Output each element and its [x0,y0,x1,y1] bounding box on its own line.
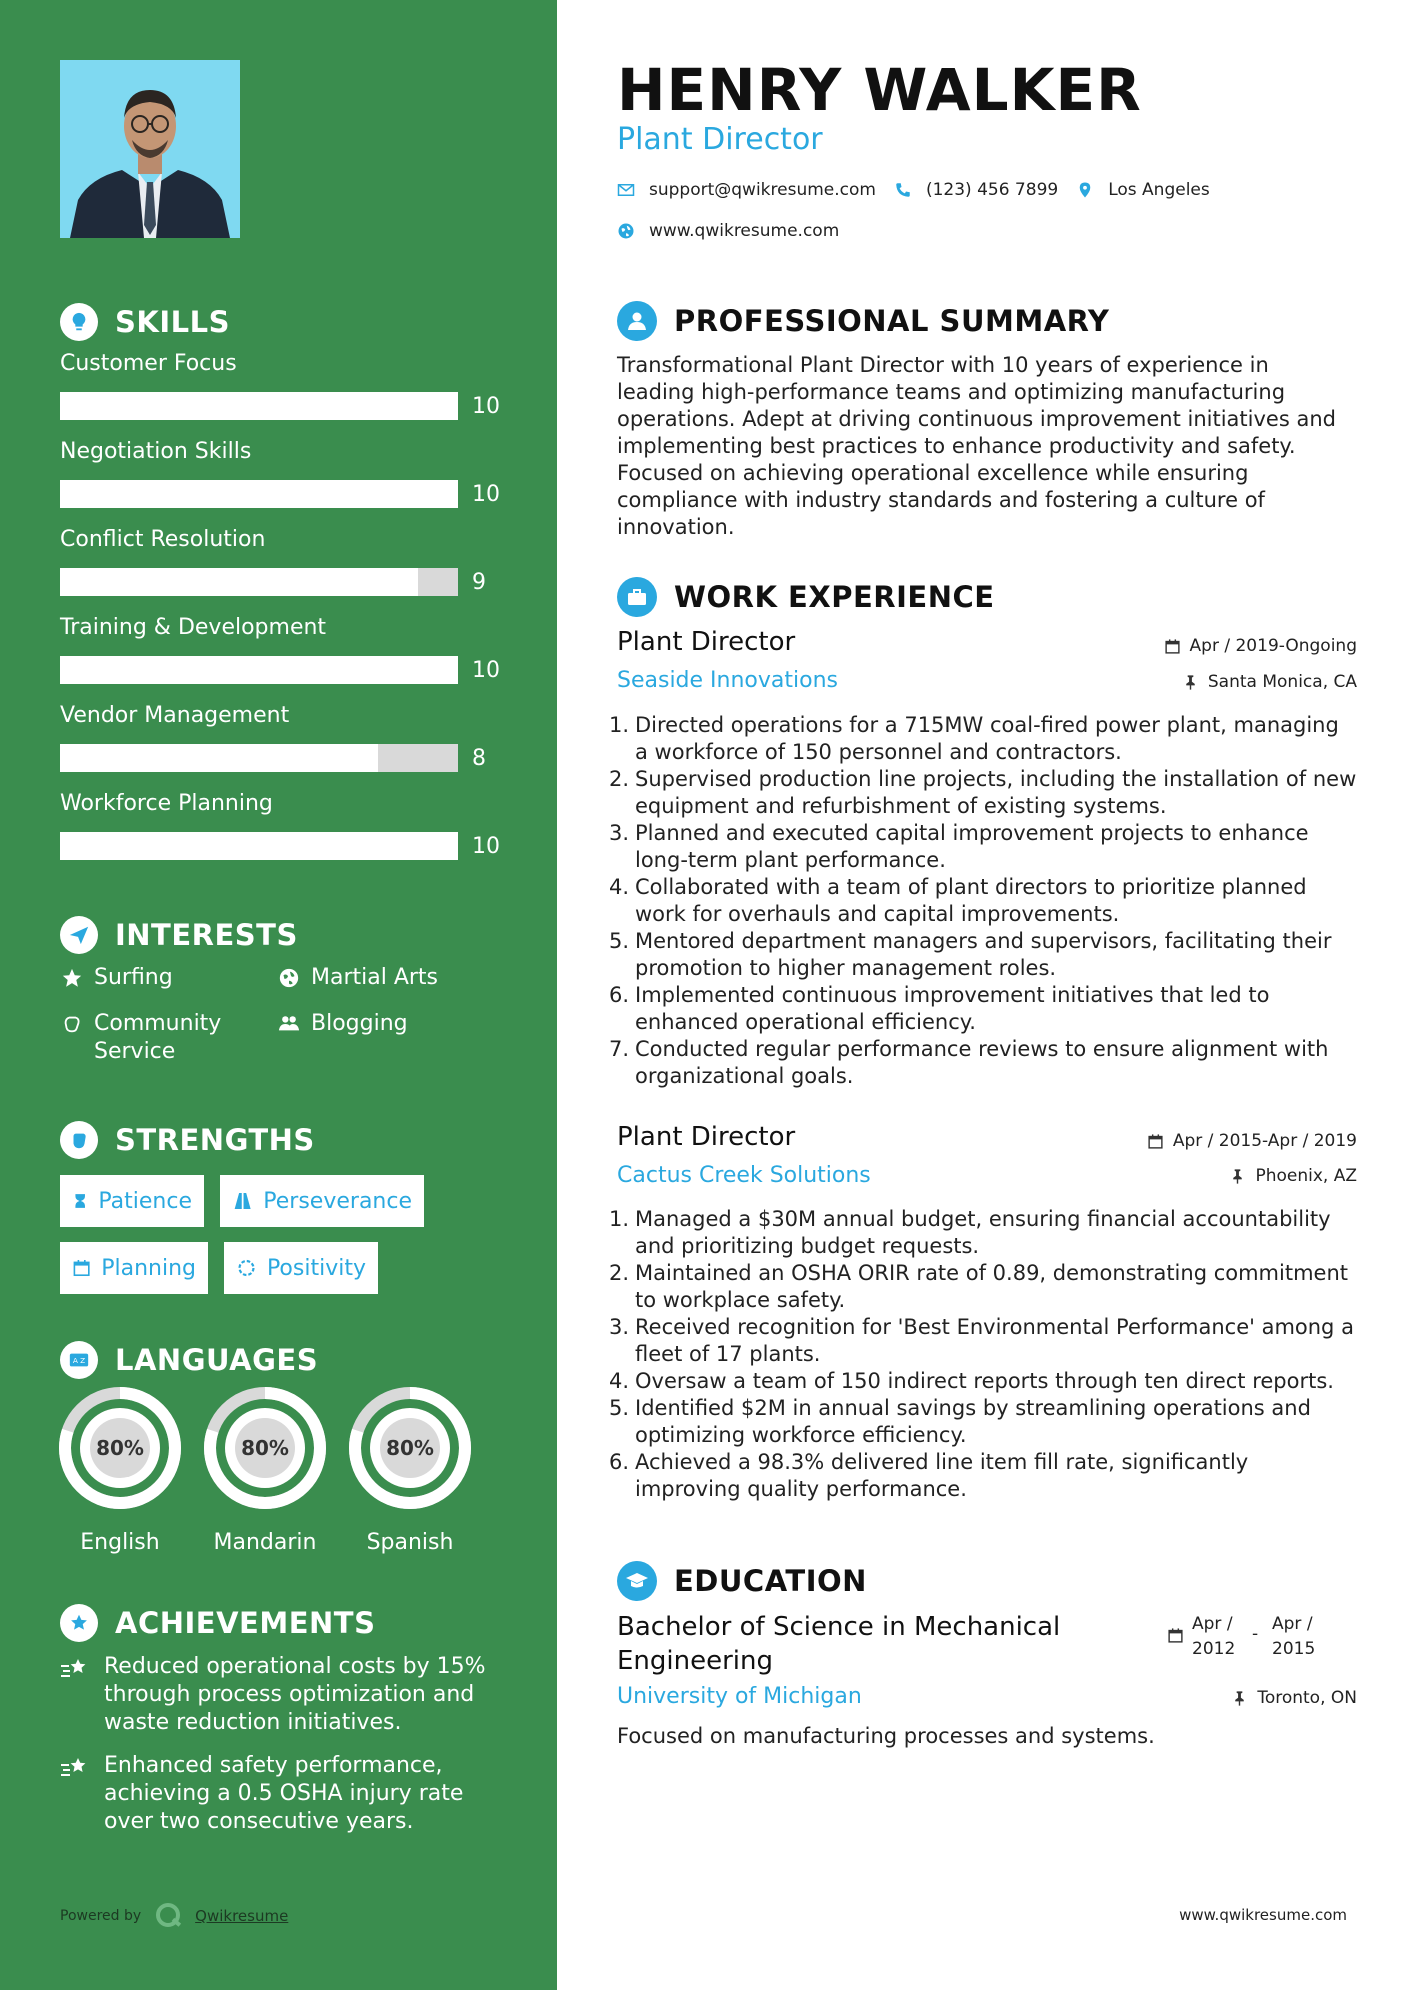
star-icon [60,964,84,992]
road-icon [232,1190,253,1212]
skill-value: 10 [472,834,500,859]
job-location [1182,672,1357,692]
language-name: English [80,1530,160,1555]
job-title: Plant Director [617,1122,796,1152]
skill-bar [60,744,458,772]
profile-photo [60,60,240,238]
skill-bar [60,832,458,860]
skills-header [60,302,230,342]
language-percent: 80% [96,1436,144,1460]
interest-label: Blogging [311,1011,408,1036]
strength-label: Positivity [266,1255,366,1281]
job-dates [1147,1131,1357,1151]
skill-bar [60,392,458,420]
education-title: EDUCATION [674,1564,867,1598]
interest-label: Martial Arts [311,965,439,990]
skills-title: SKILLS [115,305,230,339]
skill-name: Workforce Planning [60,791,273,816]
education-description: Focused on manufacturing processes and systems. [617,1724,1155,1748]
language-item [203,1386,327,1555]
language-item [58,1386,182,1555]
language-name: Spanish [366,1530,454,1555]
email-text[interactable]: support@qwikresume.com [649,180,876,200]
briefcase-icon [617,577,657,617]
location-text: Los Angeles [1108,180,1210,200]
skill-name: Negotiation Skills [60,439,252,464]
paper-plane-icon [60,916,98,954]
language-icon [60,1341,98,1379]
interest-item [60,964,173,992]
achievements-title: ACHIEVEMENTS [115,1606,376,1640]
languages-title: LANGUAGES [115,1343,319,1377]
job-responsibilities [609,712,1357,1090]
skill-item [60,614,500,686]
job-dates-text: Apr / 2015-Apr / 2019 [1172,1131,1357,1151]
hourglass-icon [72,1190,88,1212]
candidate-role: Plant Director [617,122,823,157]
strengths-title: STRENGTHS [115,1123,315,1157]
interest-item [277,964,438,992]
skill-value: 8 [472,746,486,771]
languages-header [60,1340,318,1380]
svg-text:A Z: A Z [72,1356,86,1366]
skill-bar [60,480,458,508]
skill-value: 10 [472,394,500,419]
job-company: Seaside Innovations [617,668,838,693]
strength-chip [60,1242,208,1294]
pushpin-icon [1182,674,1199,691]
education-dates [1167,1612,1332,1662]
language-percent: 80% [386,1436,434,1460]
strength-label: Patience [98,1188,192,1214]
lightbulb-icon [60,303,98,341]
skill-name: Vendor Management [60,703,290,728]
footer-url[interactable]: www.qwikresume.com [1179,1906,1347,1924]
globe-icon [617,222,635,240]
language-ring [348,1386,472,1510]
strength-chip [220,1175,424,1227]
qwikresume-link[interactable]: Qwikresume [195,1907,289,1925]
fist-icon [60,1121,98,1159]
skill-bar-fill [60,568,418,596]
list-item: 1. Managed a $30M annual budget, ensuring financial accountability and prioritizing budget requests. [609,1207,1331,1258]
avatar [60,60,240,238]
job-title: Plant Director [617,627,796,657]
interests-header [60,915,298,955]
summary-title: PROFESSIONAL SUMMARY [674,304,1110,338]
language-item [348,1386,472,1555]
list-item: 7. Conducted regular performance reviews to ensure alignment with organizational goals. [609,1037,1329,1088]
skill-item [60,350,500,422]
list-item: 4. Collaborated with a team of plant directors to prioritize planned work for overhauls and capital improvements. [609,875,1307,926]
skill-name: Training & Development [60,615,327,640]
skill-item [60,526,500,598]
users-icon [277,1010,301,1038]
job-dates [1164,636,1357,656]
spinner-icon [236,1257,257,1279]
education-school: University of Michigan [617,1684,862,1709]
calendar-icon [72,1257,91,1279]
contact-row [617,180,1210,200]
skill-item [60,790,500,862]
achievement-text: Reduced operational costs by 15% through process optimization and waste reduction initiatives. [104,1654,486,1735]
job-location [1229,1166,1357,1186]
list-item: 6. Achieved a 98.3% delivered line item fill rate, significantly improving quality performance. [609,1450,1249,1501]
education-header [617,1561,867,1601]
website-row [617,221,839,241]
powered-by-label: Powered by [60,1908,142,1924]
education-start: Apr / 2012 [1192,1614,1236,1659]
hand-icon [60,1010,84,1038]
trophy-star-icon [60,1604,98,1642]
envelope-icon [617,181,635,199]
job-location-text: Phoenix, AZ [1255,1166,1357,1186]
interest-label: Surfing [94,965,173,990]
list-item: 3. Planned and executed capital improvement projects to enhance long-term plant performance. [609,821,1309,872]
interest-item [60,1010,250,1066]
list-item: 2. Supervised production line projects, including the installation of new equipment and refurbishment of existing systems. [609,767,1357,818]
sidebar [0,0,557,1990]
list-item: 2. Maintained an OSHA ORIR rate of 0.89, demonstrating commitment to workplace safety. [609,1261,1349,1312]
education-location-text: Toronto, ON [1257,1688,1357,1708]
achievement-item [60,1653,500,1737]
calendar-icon [1164,638,1181,655]
skill-name: Customer Focus [60,351,237,376]
experience-header [617,577,995,617]
qwikresume-logo-icon [155,1902,183,1930]
interest-item [277,1010,408,1038]
list-item: 5. Mentored department managers and supervisors, facilitating their promotion to higher management roles. [609,929,1332,980]
education-date-separator: - [1252,1624,1259,1644]
shooting-star-icon [60,1653,90,1737]
education-end: Apr / 2015 [1272,1614,1316,1659]
language-ring [203,1386,327,1510]
strengths-header [60,1120,315,1160]
map-pin-icon [1076,181,1094,199]
job-location-text: Santa Monica, CA [1207,672,1357,692]
summary-text: Transformational Plant Director with 10 years of experience in leading high-performance teams and optimizing manufacturing operations. Adept at driving continuous improvement initiatives and implementing best practices to enhance productivity and safety. Focused on achieving operational excellence while ensuring compliance with industry standards and fostering a culture of innovation. [617,353,1336,539]
candidate-name: HENRY WALKER [617,56,1142,124]
education-degree: Bachelor of Science in Mechanical Engineering [617,1612,1061,1676]
achievements-header [60,1603,375,1643]
user-icon [617,301,657,341]
shooting-star-icon [60,1752,90,1836]
skill-bar-fill [60,656,458,684]
skill-bar-fill [60,480,458,508]
list-item: 3. Received recognition for 'Best Environmental Performance' among a fleet of 17 plants. [609,1315,1354,1366]
skill-item [60,702,500,774]
skill-value: 10 [472,482,500,507]
skill-bar [60,656,458,684]
interest-label: Community Service [94,1011,222,1064]
language-percent: 80% [241,1436,289,1460]
skill-item [60,438,500,510]
interests-title: INTERESTS [115,918,298,952]
skill-bar-fill [60,832,458,860]
skill-bar-fill [60,392,458,420]
strength-label: Planning [101,1255,196,1281]
achievement-item [60,1752,500,1836]
skill-bar-fill [60,744,378,772]
job-responsibilities [609,1206,1357,1503]
list-item: 4. Oversaw a team of 150 indirect reports through ten direct reports. [609,1369,1334,1393]
powered-by [60,1902,288,1930]
phone-icon [894,181,912,199]
strength-chip [224,1242,378,1294]
skill-value: 10 [472,658,500,683]
strength-label: Perseverance [263,1188,412,1214]
education-location [1231,1688,1357,1708]
strength-chip [60,1175,204,1227]
language-name: Mandarin [213,1530,317,1555]
globe-icon [277,964,301,992]
calendar-icon [1147,1133,1164,1150]
skill-bar [60,568,458,596]
calendar-icon [1167,1627,1184,1644]
job-company: Cactus Creek Solutions [617,1163,871,1188]
list-item: 1. Directed operations for a 715MW coal-fired power plant, managing a workforce of 150 personnel and contractors. [609,713,1339,764]
skill-value: 9 [472,570,486,595]
job-dates-text: Apr / 2019-Ongoing [1189,636,1357,656]
language-ring [58,1386,182,1510]
pushpin-icon [1231,1690,1248,1707]
achievement-text: Enhanced safety performance, achieving a 0.5 OSHA injury rate over two consecutive years. [104,1753,464,1834]
list-item: 5. Identified $2M in annual savings by streamlining operations and optimizing workforce efficiency. [609,1396,1311,1447]
list-item: 6. Implemented continuous improvement initiatives that led to enhanced operational efficiency. [609,983,1270,1034]
summary-header [617,301,1109,341]
phone-text[interactable]: (123) 456 7899 [925,180,1059,200]
website-text[interactable]: www.qwikresume.com [649,221,840,241]
pushpin-icon [1229,1168,1246,1185]
skill-name: Conflict Resolution [60,527,266,552]
experience-title: WORK EXPERIENCE [674,580,995,614]
graduation-cap-icon [617,1561,657,1601]
